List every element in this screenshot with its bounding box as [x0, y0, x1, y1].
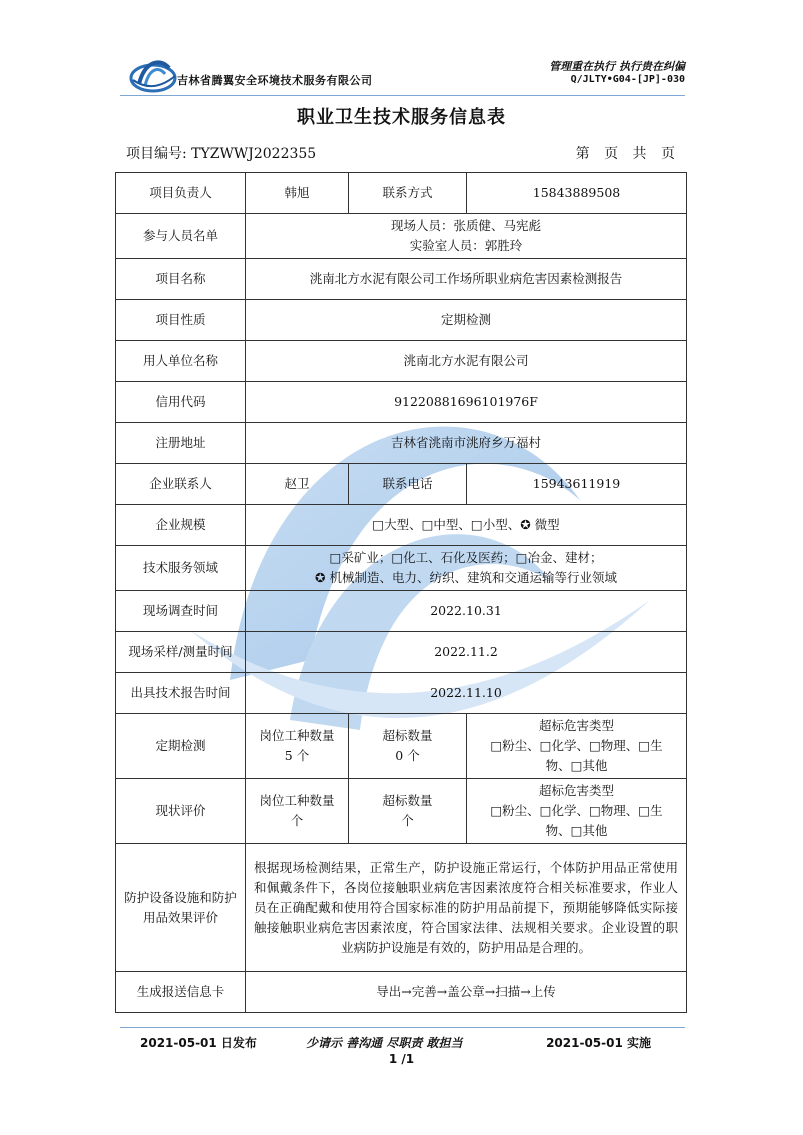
table-row [116, 546, 687, 591]
status-hazard-line2: 物、□其他 [545, 823, 608, 838]
address-value: 吉林省洮南市洮府乡万福村 [246, 423, 687, 464]
table-row [116, 632, 687, 673]
scale-label: 企业规模 [116, 505, 246, 546]
project-nature-label: 项目性质 [116, 300, 246, 341]
status-exceed-count: 个 [401, 813, 414, 828]
survey-time-label: 现场调查时间 [116, 591, 246, 632]
members-lab: 实验室人员：郭胜玲 [409, 238, 523, 253]
status-exceed-cell [349, 779, 467, 844]
info-card-label: 生成报送信息卡 [116, 972, 246, 1013]
service-field-value [246, 546, 687, 591]
table-row [116, 591, 687, 632]
table-row [116, 844, 687, 972]
document-code: Q/JLTY•G04-[JP]-030 [570, 74, 685, 85]
enterprise-phone-label: 联系电话 [349, 464, 467, 505]
project-nature-value: 定期检测 [246, 300, 687, 341]
periodic-posts-count: 5 个 [284, 748, 310, 763]
table-row [116, 214, 687, 259]
periodic-posts-label: 岗位工种数量 [259, 728, 335, 743]
status-evaluation-label: 现状评价 [116, 779, 246, 844]
members-onsite: 现场人员：张质健、马宪彪 [390, 218, 541, 233]
periodic-posts-cell [246, 714, 349, 779]
page-number: 1 /1 [388, 1052, 415, 1066]
service-field-label: 技术服务领域 [116, 546, 246, 591]
document-header [115, 50, 685, 94]
contact-value: 15843889508 [467, 173, 687, 214]
table-row [116, 714, 687, 779]
status-hazard-title: 超标危害类型 [538, 783, 614, 798]
protection-evaluation-value: 根据现场检测结果，正常生产，防护设施正常运行，个体防护用品正常使用和佩戴条件下，各岗位接触职业病危害因素浓度符合相关标准要求，作业人员在正确配戴和使用符合国家标准的防护用品前提下，预期能够降低实际接触接触职业病危害因素浓度，符合国家法律、法规相关要求。企业设置的职业病防护设施是有效的，防护用品是合理的。 [246, 844, 687, 972]
periodic-hazard-cell [467, 714, 687, 779]
header-divider [120, 95, 685, 96]
project-name-value: 洮南北方水泥有限公司工作场所职业病危害因素检测报告 [246, 259, 687, 300]
enterprise-contact-value: 赵卫 [246, 464, 349, 505]
enterprise-phone-value: 15943611919 [467, 464, 687, 505]
table-row [116, 300, 687, 341]
status-hazard-cell [467, 779, 687, 844]
status-posts-count: 个 [290, 813, 304, 828]
credit-code-label: 信用代码 [116, 382, 246, 423]
table-row [116, 423, 687, 464]
company-name: 吉林省腾翼安全环境技术服务有限公司 [177, 74, 373, 87]
sampling-time-label: 现场采样/测量时间 [116, 632, 246, 673]
table-row [116, 972, 687, 1013]
project-number: 项目编号: TYZWWJ2022355 [126, 146, 317, 162]
status-posts-label: 岗位工种数量 [259, 793, 335, 808]
table-row [116, 341, 687, 382]
scale-value: □大型、□中型、□小型、✪ 微型 [246, 505, 687, 546]
page-counter: 第 页 共 页 [575, 146, 675, 162]
employer-value: 洮南北方水泥有限公司 [246, 341, 687, 382]
table-row [116, 173, 687, 214]
sampling-time-value: 2022.11.2 [246, 632, 687, 673]
periodic-exceed-count: 0 个 [395, 748, 420, 763]
contact-label: 联系方式 [349, 173, 467, 214]
footer-motto: 少请示 善沟通 尽职责 敢担当 [306, 1036, 463, 1050]
periodic-exceed-label: 超标数量 [382, 728, 433, 743]
enterprise-contact-label: 企业联系人 [116, 464, 246, 505]
leader-value: 韩旭 [246, 173, 349, 214]
service-field-line1: □采矿业；□化工、石化及医药；□冶金、建材； [329, 550, 603, 565]
status-exceed-label: 超标数量 [382, 793, 433, 808]
service-info-table [115, 172, 687, 1013]
protection-evaluation-label: 防护设备设施和防护用品效果评价 [116, 844, 246, 972]
address-label: 注册地址 [116, 423, 246, 464]
status-hazard-line1: □粉尘、□化学、□物理、□生 [490, 803, 663, 818]
credit-code-value: 91220881696101976F [246, 382, 687, 423]
header-slogan: 管理重在执行 执行贵在纠偏 [549, 60, 685, 73]
table-row [116, 779, 687, 844]
report-time-value: 2022.11.10 [246, 673, 687, 714]
periodic-hazard-title: 超标危害类型 [538, 718, 614, 733]
footer-divider [120, 1027, 685, 1028]
table-row [116, 505, 687, 546]
page-title: 职业卫生技术服务信息表 [297, 107, 506, 128]
table-row [116, 259, 687, 300]
report-time-label: 出具技术报告时间 [116, 673, 246, 714]
table-row [116, 673, 687, 714]
issued-date: 2021-05-01 日发布 [140, 1036, 257, 1050]
periodic-exceed-cell [349, 714, 467, 779]
members-label: 参与人员名单 [116, 214, 246, 259]
company-logo-icon [125, 54, 181, 94]
periodic-detection-label: 定期检测 [116, 714, 246, 779]
service-field-line2: ✪ 机械制造、电力、纺织、建筑和交通运输等行业领域 [315, 570, 617, 585]
effective-date: 2021-05-01 实施 [546, 1036, 651, 1050]
info-card-steps: 导出→完善→盖公章→扫描→上传 [246, 972, 687, 1013]
survey-time-value: 2022.10.31 [246, 591, 687, 632]
periodic-hazard-line1: □粉尘、□化学、□物理、□生 [490, 738, 663, 753]
table-row [116, 464, 687, 505]
members-value [246, 214, 687, 259]
status-posts-cell [246, 779, 349, 844]
periodic-hazard-line2: 物、□其他 [545, 758, 608, 773]
table-row [116, 382, 687, 423]
employer-label: 用人单位名称 [116, 341, 246, 382]
project-name-label: 项目名称 [116, 259, 246, 300]
leader-label: 项目负责人 [116, 173, 246, 214]
